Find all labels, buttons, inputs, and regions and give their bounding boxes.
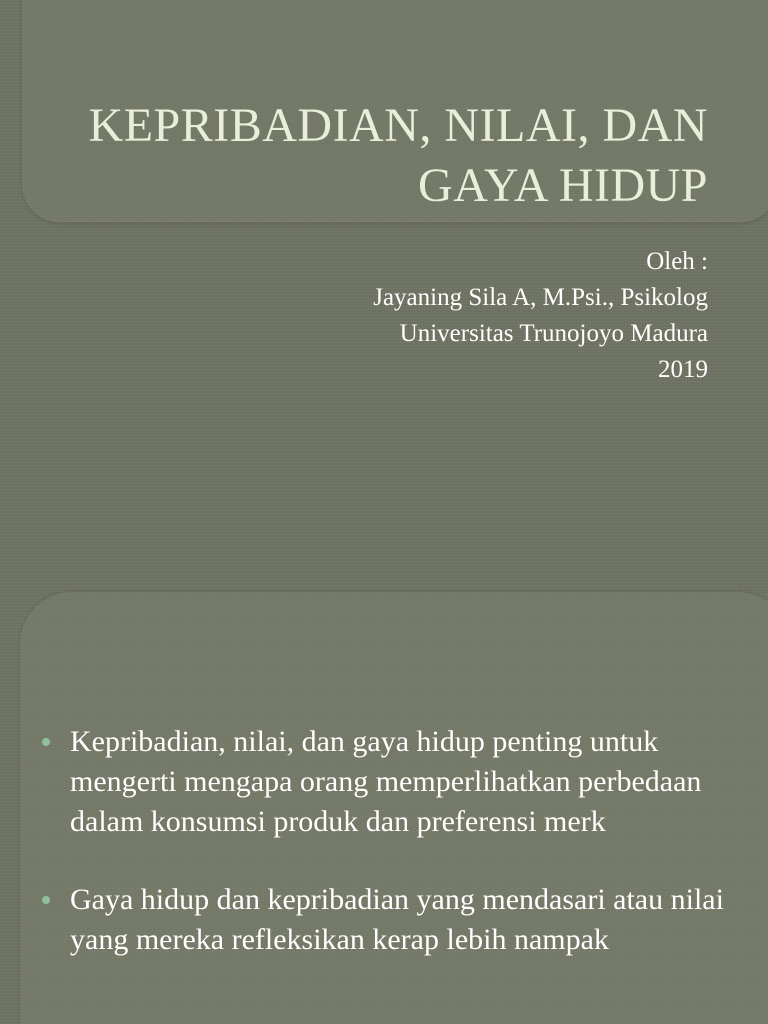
bullet-dot-icon — [42, 896, 50, 904]
slide-subtitle — [148, 244, 708, 388]
subtitle-line-author-name: Jayaning Sila A, M.Psi., Psikolog — [373, 284, 708, 311]
bullet-text: Gaya hidup dan kepribadian yang mendasari atau nilai yang mereka refleksikan kerap lebih nampak — [70, 883, 724, 956]
bullet-text: Kepribadian, nilai, dan gaya hidup penting untuk mengerti mengapa orang memperlihatkan perbedaan dalam konsumsi produk dan preferensi merk — [70, 725, 702, 838]
subtitle-line-year: 2019 — [658, 356, 708, 383]
subtitle-line-author-label: Oleh : — [646, 248, 708, 275]
content-slide — [0, 580, 768, 1024]
bullet-list — [40, 722, 730, 998]
bullet-dot-icon — [42, 738, 50, 746]
list-item — [40, 722, 730, 842]
subtitle-line-institution: Universitas Trunojoyo Madura — [399, 320, 708, 347]
slide-title: KEPRIBADIAN, NILAI, DAN GAYA HIDUP — [88, 99, 708, 212]
list-item — [40, 880, 730, 960]
